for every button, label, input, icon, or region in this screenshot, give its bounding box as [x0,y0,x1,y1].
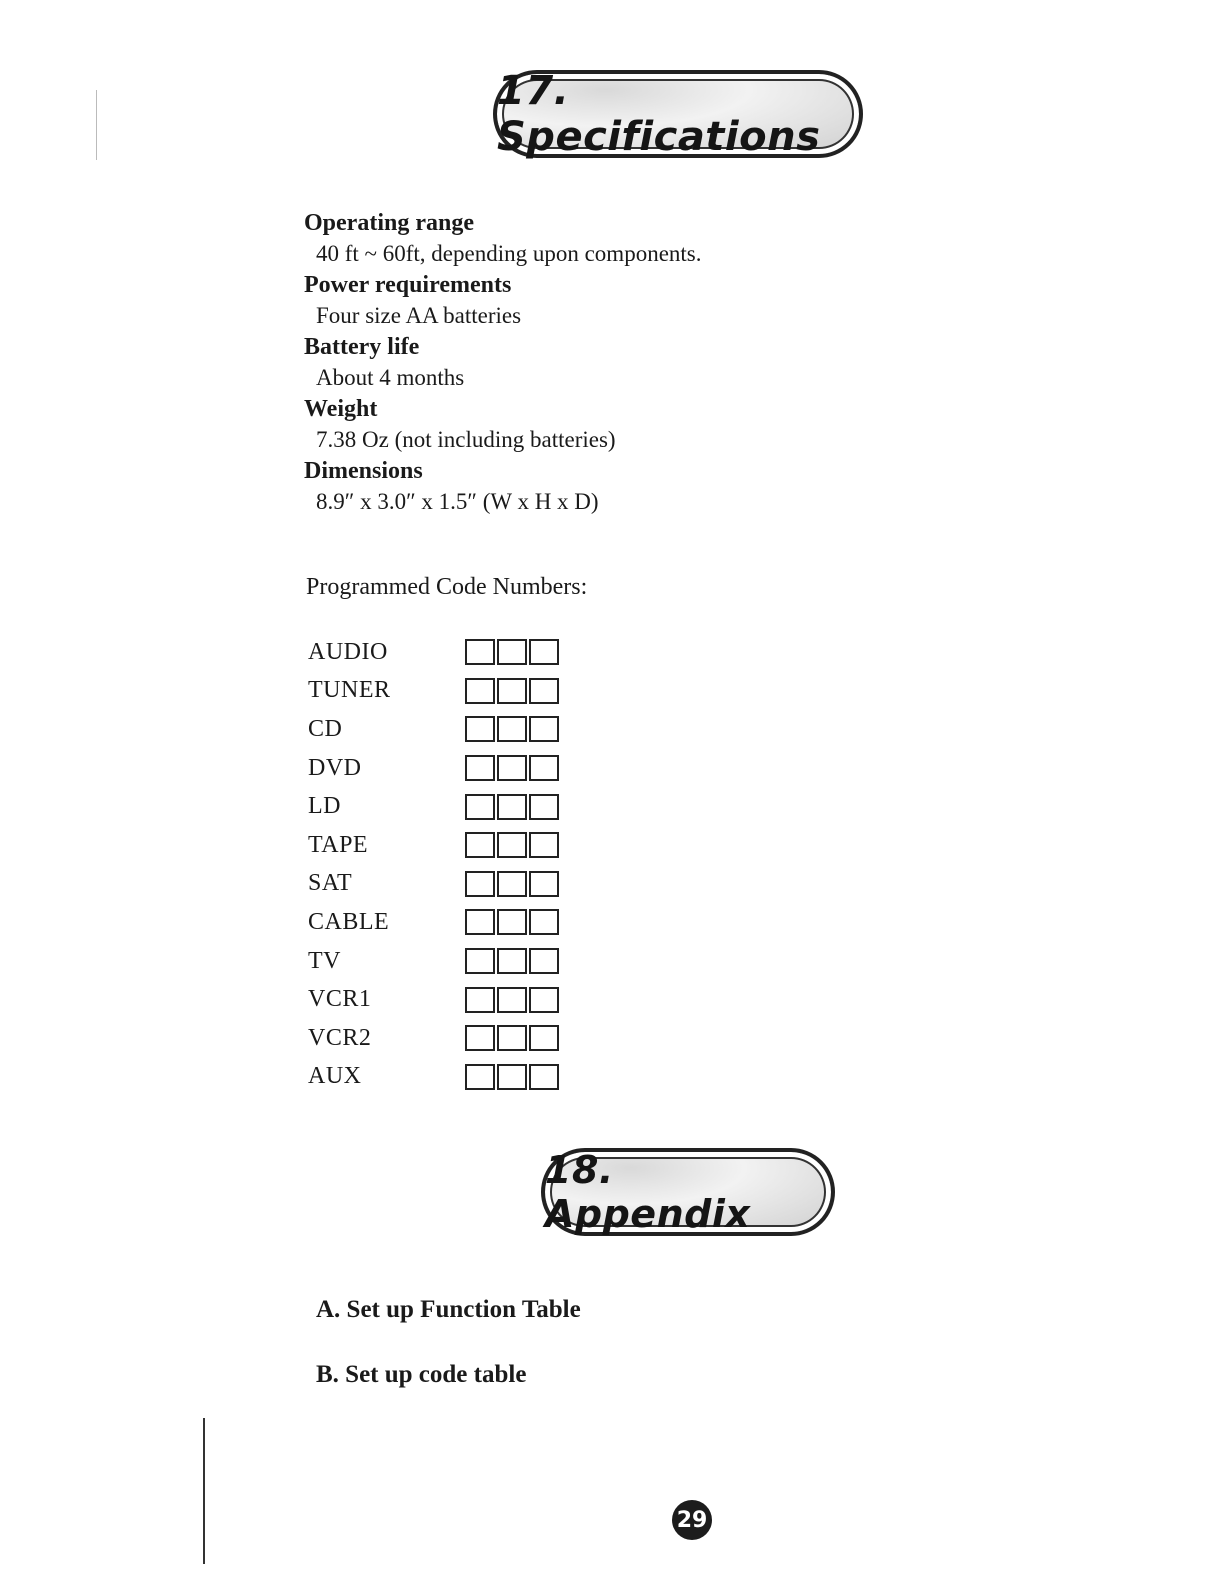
code-digit-box[interactable] [465,871,495,897]
code-row-tape [308,826,559,865]
code-digit-box[interactable] [465,1025,495,1051]
specifications-list [304,208,702,518]
code-digit-box[interactable] [497,755,527,781]
code-digit-box[interactable] [497,1025,527,1051]
code-row-aux [308,1058,559,1097]
code-entry-boxes [465,794,559,820]
code-number-list [308,633,559,1096]
code-digit-box[interactable] [529,909,559,935]
code-digit-box[interactable] [529,987,559,1013]
code-entry-boxes [465,716,559,742]
code-digit-box[interactable] [465,755,495,781]
code-row-vcr2 [308,1019,559,1058]
code-digit-box[interactable] [465,1064,495,1090]
code-row-audio [308,633,559,672]
code-entry-boxes [465,909,559,935]
code-entry-boxes [465,832,559,858]
section-17-banner [493,70,863,158]
scan-mark [96,90,97,160]
code-row-cd [308,710,559,749]
appendix-item-code-table: B. Set up code table [316,1361,527,1388]
spec-value-battery-life: About 4 months [316,365,465,390]
device-label: CD [308,715,343,742]
code-digit-box[interactable] [529,755,559,781]
spec-value-dimensions: 8.9″ x 3.0″ x 1.5″ (W x H x D) [316,489,599,514]
code-digit-box[interactable] [529,948,559,974]
code-entry-boxes [465,948,559,974]
code-row-sat [308,865,559,904]
code-digit-box[interactable] [465,794,495,820]
section-17-title: 17. Specifications [497,68,821,160]
section-18-banner [541,1148,835,1236]
code-digit-box[interactable] [497,909,527,935]
code-digit-box[interactable] [497,639,527,665]
code-digit-box[interactable] [529,716,559,742]
spec-label-dimensions: Dimensions [304,458,423,484]
code-digit-box[interactable] [529,1025,559,1051]
code-digit-box[interactable] [465,639,495,665]
page-number-badge: 29 [672,1500,712,1540]
code-digit-box[interactable] [465,716,495,742]
code-digit-box[interactable] [497,832,527,858]
code-entry-boxes [465,678,559,704]
spec-value-power-requirements: Four size AA batteries [316,303,522,328]
spec-value-weight: 7.38 Oz (not including batteries) [316,427,616,452]
appendix-item-function-table: A. Set up Function Table [316,1296,581,1323]
spec-value-operating-range: 40 ft ~ 60ft, depending upon components. [316,241,702,266]
code-row-ld [308,787,559,826]
code-row-dvd [308,749,559,788]
device-label: TUNER [308,677,391,704]
code-digit-box[interactable] [497,1064,527,1090]
code-digit-box[interactable] [529,678,559,704]
code-digit-box[interactable] [465,948,495,974]
code-digit-box[interactable] [465,832,495,858]
code-digit-box[interactable] [497,948,527,974]
code-digit-box[interactable] [497,871,527,897]
code-entry-boxes [465,639,559,665]
code-digit-box[interactable] [497,794,527,820]
code-entry-boxes [465,755,559,781]
code-row-tuner [308,672,559,711]
binding-margin-line [203,1418,205,1564]
code-digit-box[interactable] [465,678,495,704]
code-digit-box[interactable] [497,678,527,704]
spec-label-weight: Weight [304,396,378,422]
code-entry-boxes [465,871,559,897]
code-digit-box[interactable] [529,794,559,820]
programmed-code-title: Programmed Code Numbers: [306,574,588,600]
device-label: SAT [308,870,353,897]
code-entry-boxes [465,1025,559,1051]
code-digit-box[interactable] [529,1064,559,1090]
code-digit-box[interactable] [497,716,527,742]
code-row-cable [308,903,559,942]
code-entry-boxes [465,987,559,1013]
device-label: AUX [308,1063,362,1090]
code-row-tv [308,942,559,981]
device-label: LD [308,793,341,820]
code-digit-box[interactable] [529,639,559,665]
device-label: TAPE [308,831,369,858]
spec-label-operating-range: Operating range [304,210,474,236]
code-digit-box[interactable] [529,871,559,897]
spec-label-battery-life: Battery life [304,334,420,360]
code-row-vcr1 [308,980,559,1019]
device-label: VCR2 [308,1024,372,1051]
section-18-title: 18. Appendix [545,1148,751,1236]
code-digit-box[interactable] [529,832,559,858]
device-label: VCR1 [308,986,372,1013]
code-digit-box[interactable] [465,987,495,1013]
code-digit-box[interactable] [497,987,527,1013]
device-label: TV [308,947,341,974]
device-label: DVD [308,754,362,781]
spec-label-power-requirements: Power requirements [304,272,512,298]
code-digit-box[interactable] [465,909,495,935]
code-entry-boxes [465,1064,559,1090]
device-label: CABLE [308,908,390,935]
device-label: AUDIO [308,638,388,665]
